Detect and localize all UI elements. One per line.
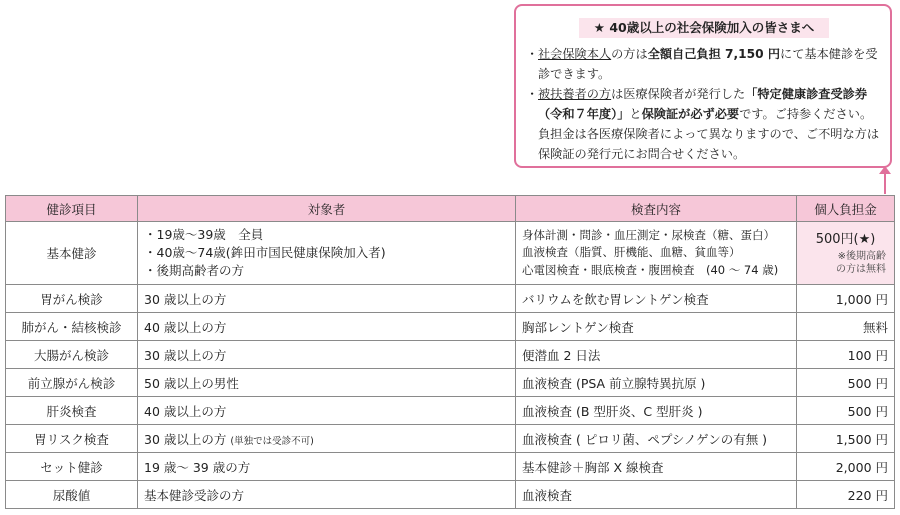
target-note: (単独では受診不可) — [230, 435, 314, 447]
fee-note: の方は無料 — [836, 264, 886, 275]
cell-item: 前立腺がん検診 — [6, 369, 138, 397]
cell-target — [138, 222, 516, 285]
target-line: ・40歳〜74歳(鉾田市国民健康保険加入者) — [144, 245, 386, 260]
cell-target — [138, 397, 516, 425]
table-row-basic-checkup — [6, 222, 895, 285]
cell-content: 血液検査 ( ピロリ菌、ペプシノゲンの有無 ) — [516, 425, 797, 453]
notice-item-dependent — [526, 84, 882, 164]
voucher-name: 「特定健康診査受診券（令和７年度）」 — [538, 87, 868, 121]
table-row — [6, 397, 895, 425]
notice-box — [514, 4, 892, 168]
insurance-card-required: 保険証が必ず必要 — [641, 107, 740, 121]
notice-text: の方は — [611, 47, 648, 61]
cell-target — [138, 425, 516, 453]
cell-item: 胃リスク検査 — [6, 425, 138, 453]
target-text: 基本健診受診の方 — [144, 487, 245, 503]
fee-note: ※後期高齢 — [837, 251, 886, 262]
table-header-row — [6, 196, 895, 222]
notice-item-insured — [526, 44, 882, 84]
table-row — [6, 313, 895, 341]
cell-item: 尿酸値 — [6, 481, 138, 509]
table-row — [6, 285, 895, 313]
cell-content: 便潜血 2 日法 — [516, 341, 797, 369]
cell-content — [516, 222, 797, 285]
cell-target — [138, 369, 516, 397]
cell-content: 基本健診＋胸部 X 線検査 — [516, 453, 797, 481]
cell-content: 血液検査 (PSA 前立腺特異抗原 ) — [516, 369, 797, 397]
cell-fee: 1,000 円 — [797, 285, 895, 313]
fee-value: 500円(★) — [815, 232, 876, 247]
header-item: 健診項目 — [6, 196, 138, 222]
arrow-connector — [884, 172, 886, 194]
target-text: 50 歳以上の男性 — [144, 375, 239, 391]
cell-fee: 500 円 — [797, 369, 895, 397]
cell-content: 胸部レントゲン検査 — [516, 313, 797, 341]
cell-fee: 2,000 円 — [797, 453, 895, 481]
cell-content: バリウムを飲む胃レントゲン検査 — [516, 285, 797, 313]
target-text: 40 歳以上の方 — [144, 319, 227, 335]
target-text: 30 歳以上の方 — [144, 431, 227, 447]
table-row — [6, 369, 895, 397]
content-line: 身体計測・問診・血圧測定・尿検査（糖、蛋白） — [522, 227, 775, 242]
self-pay-amount: 全額自己負担 7,150 円 — [647, 47, 781, 61]
target-line: ・19歳〜39歳 全員 — [144, 227, 264, 242]
table-row — [6, 425, 895, 453]
cell-item: 肝炎検査 — [6, 397, 138, 425]
target-line: ・後期高齢者の方 — [144, 263, 245, 278]
content-line: 心電図検査・眼底検査・腹囲検査 (40 〜 74 歳) — [522, 262, 779, 277]
header-target: 対象者 — [138, 196, 516, 222]
target-text: 30 歳以上の方 — [144, 291, 227, 307]
cell-item: 肺がん・結核検診 — [6, 313, 138, 341]
notice-text: と — [629, 107, 642, 121]
content-line: 血液検査（脂質、肝機能、血糖、貧血等） — [522, 245, 741, 260]
dependent-label: 被扶養者の方 — [538, 87, 612, 101]
table-row — [6, 341, 895, 369]
checkup-fee-table — [5, 195, 895, 509]
target-text: 30 歳以上の方 — [144, 347, 227, 363]
header-fee: 個人負担金 — [797, 196, 895, 222]
cell-item: 大腸がん検診 — [6, 341, 138, 369]
notice-title: ★ 40歳以上の社会保険加入の皆さまへ — [579, 18, 829, 38]
cell-fee: 無料 — [797, 313, 895, 341]
cell-content: 血液検査 — [516, 481, 797, 509]
cell-target — [138, 285, 516, 313]
cell-fee-highlight — [797, 222, 895, 285]
bullet: ・ — [526, 87, 539, 101]
cell-item: 基本健診 — [6, 222, 138, 285]
cell-fee: 100 円 — [797, 341, 895, 369]
table-row — [6, 481, 895, 509]
cell-target — [138, 453, 516, 481]
target-text: 40 歳以上の方 — [144, 403, 227, 419]
cell-target — [138, 481, 516, 509]
cell-target — [138, 313, 516, 341]
insured-person-label: 社会保険本人 — [538, 47, 612, 61]
table-row — [6, 453, 895, 481]
cell-item: 胃がん検診 — [6, 285, 138, 313]
cell-item: セット健診 — [6, 453, 138, 481]
notice-text: です。ご持参ください。負担金は各医療保険者によって異なりますので、ご不明な方は保険証の発行元にお問合せください。 — [538, 107, 880, 161]
bullet: ・ — [526, 47, 539, 61]
cell-fee: 1,500 円 — [797, 425, 895, 453]
cell-target — [138, 341, 516, 369]
header-content: 検査内容 — [516, 196, 797, 222]
target-text: 19 歳〜 39 歳の方 — [144, 459, 251, 475]
cell-fee: 500 円 — [797, 397, 895, 425]
notice-text: にて基本健診を受診できます。 — [538, 47, 878, 81]
cell-fee: 220 円 — [797, 481, 895, 509]
notice-text: は医療保険者が発行した — [611, 87, 746, 101]
cell-content: 血液検査 (B 型肝炎、C 型肝炎 ) — [516, 397, 797, 425]
